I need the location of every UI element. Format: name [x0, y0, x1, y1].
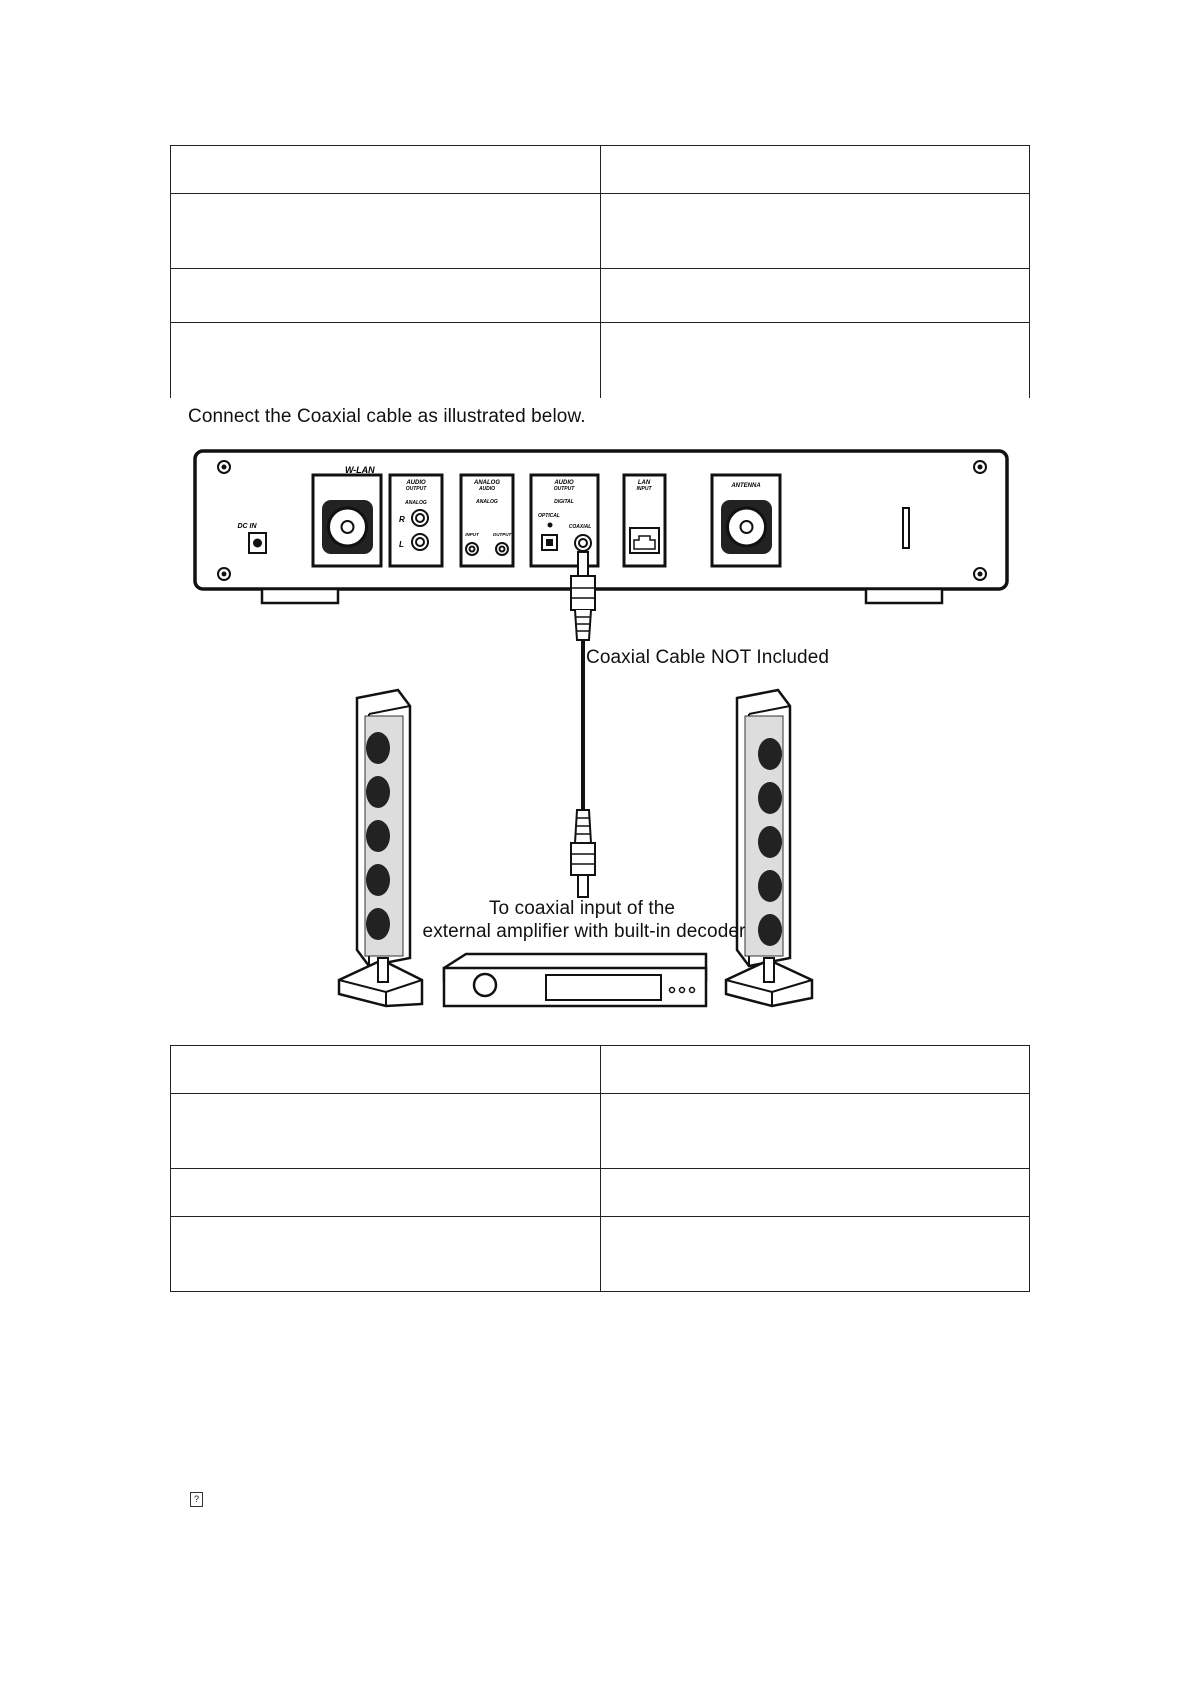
svg-text:ANALOG: ANALOG — [405, 500, 427, 506]
empty-table-bottom — [170, 1045, 1030, 1292]
svg-text:ANTENNA: ANTENNA — [731, 483, 761, 489]
left-speaker — [339, 690, 422, 1006]
amplifier-label-line-2: external amplifier with built-in decoder — [422, 921, 746, 942]
missing-glyph-box: ? — [190, 1492, 203, 1507]
svg-text:INPUT: INPUT — [636, 486, 652, 492]
svg-text:INPUT: INPUT — [465, 532, 479, 537]
svg-text:R: R — [399, 515, 405, 524]
device-foot-left — [262, 589, 338, 603]
svg-text:ANALOG: ANALOG — [476, 499, 498, 505]
svg-text:ANALOG: ANALOG — [474, 480, 500, 486]
power-switch — [903, 508, 909, 548]
svg-text:AUDIO: AUDIO — [406, 480, 426, 486]
svg-text:DIGITAL: DIGITAL — [554, 499, 574, 505]
device-foot-right — [866, 589, 942, 603]
amplifier — [444, 954, 706, 1006]
instruction-caption: Connect the Coaxial cable as illustrated below. — [188, 406, 586, 427]
coaxial-plug-bottom — [571, 810, 595, 897]
svg-text:COAXIAL: COAXIAL — [568, 524, 592, 530]
svg-text:OUTPUT: OUTPUT — [492, 532, 512, 537]
dc-in-label: DC IN — [237, 523, 257, 530]
right-speaker — [726, 690, 812, 1006]
wlan-label: W-LAN — [345, 465, 375, 475]
svg-text:L: L — [399, 540, 404, 549]
svg-text:AUDIO: AUDIO — [554, 480, 574, 486]
svg-text:OUTPUT: OUTPUT — [405, 486, 427, 492]
svg-text:LAN: LAN — [637, 480, 651, 486]
svg-text:OUTPUT: OUTPUT — [553, 486, 575, 492]
svg-text:AUDIO: AUDIO — [478, 486, 496, 492]
cable-note-label: Coaxial Cable NOT Included — [586, 647, 830, 668]
svg-text:OPTICAL: OPTICAL — [538, 513, 560, 519]
amplifier-label-line-1: To coaxial input of the — [488, 898, 676, 919]
